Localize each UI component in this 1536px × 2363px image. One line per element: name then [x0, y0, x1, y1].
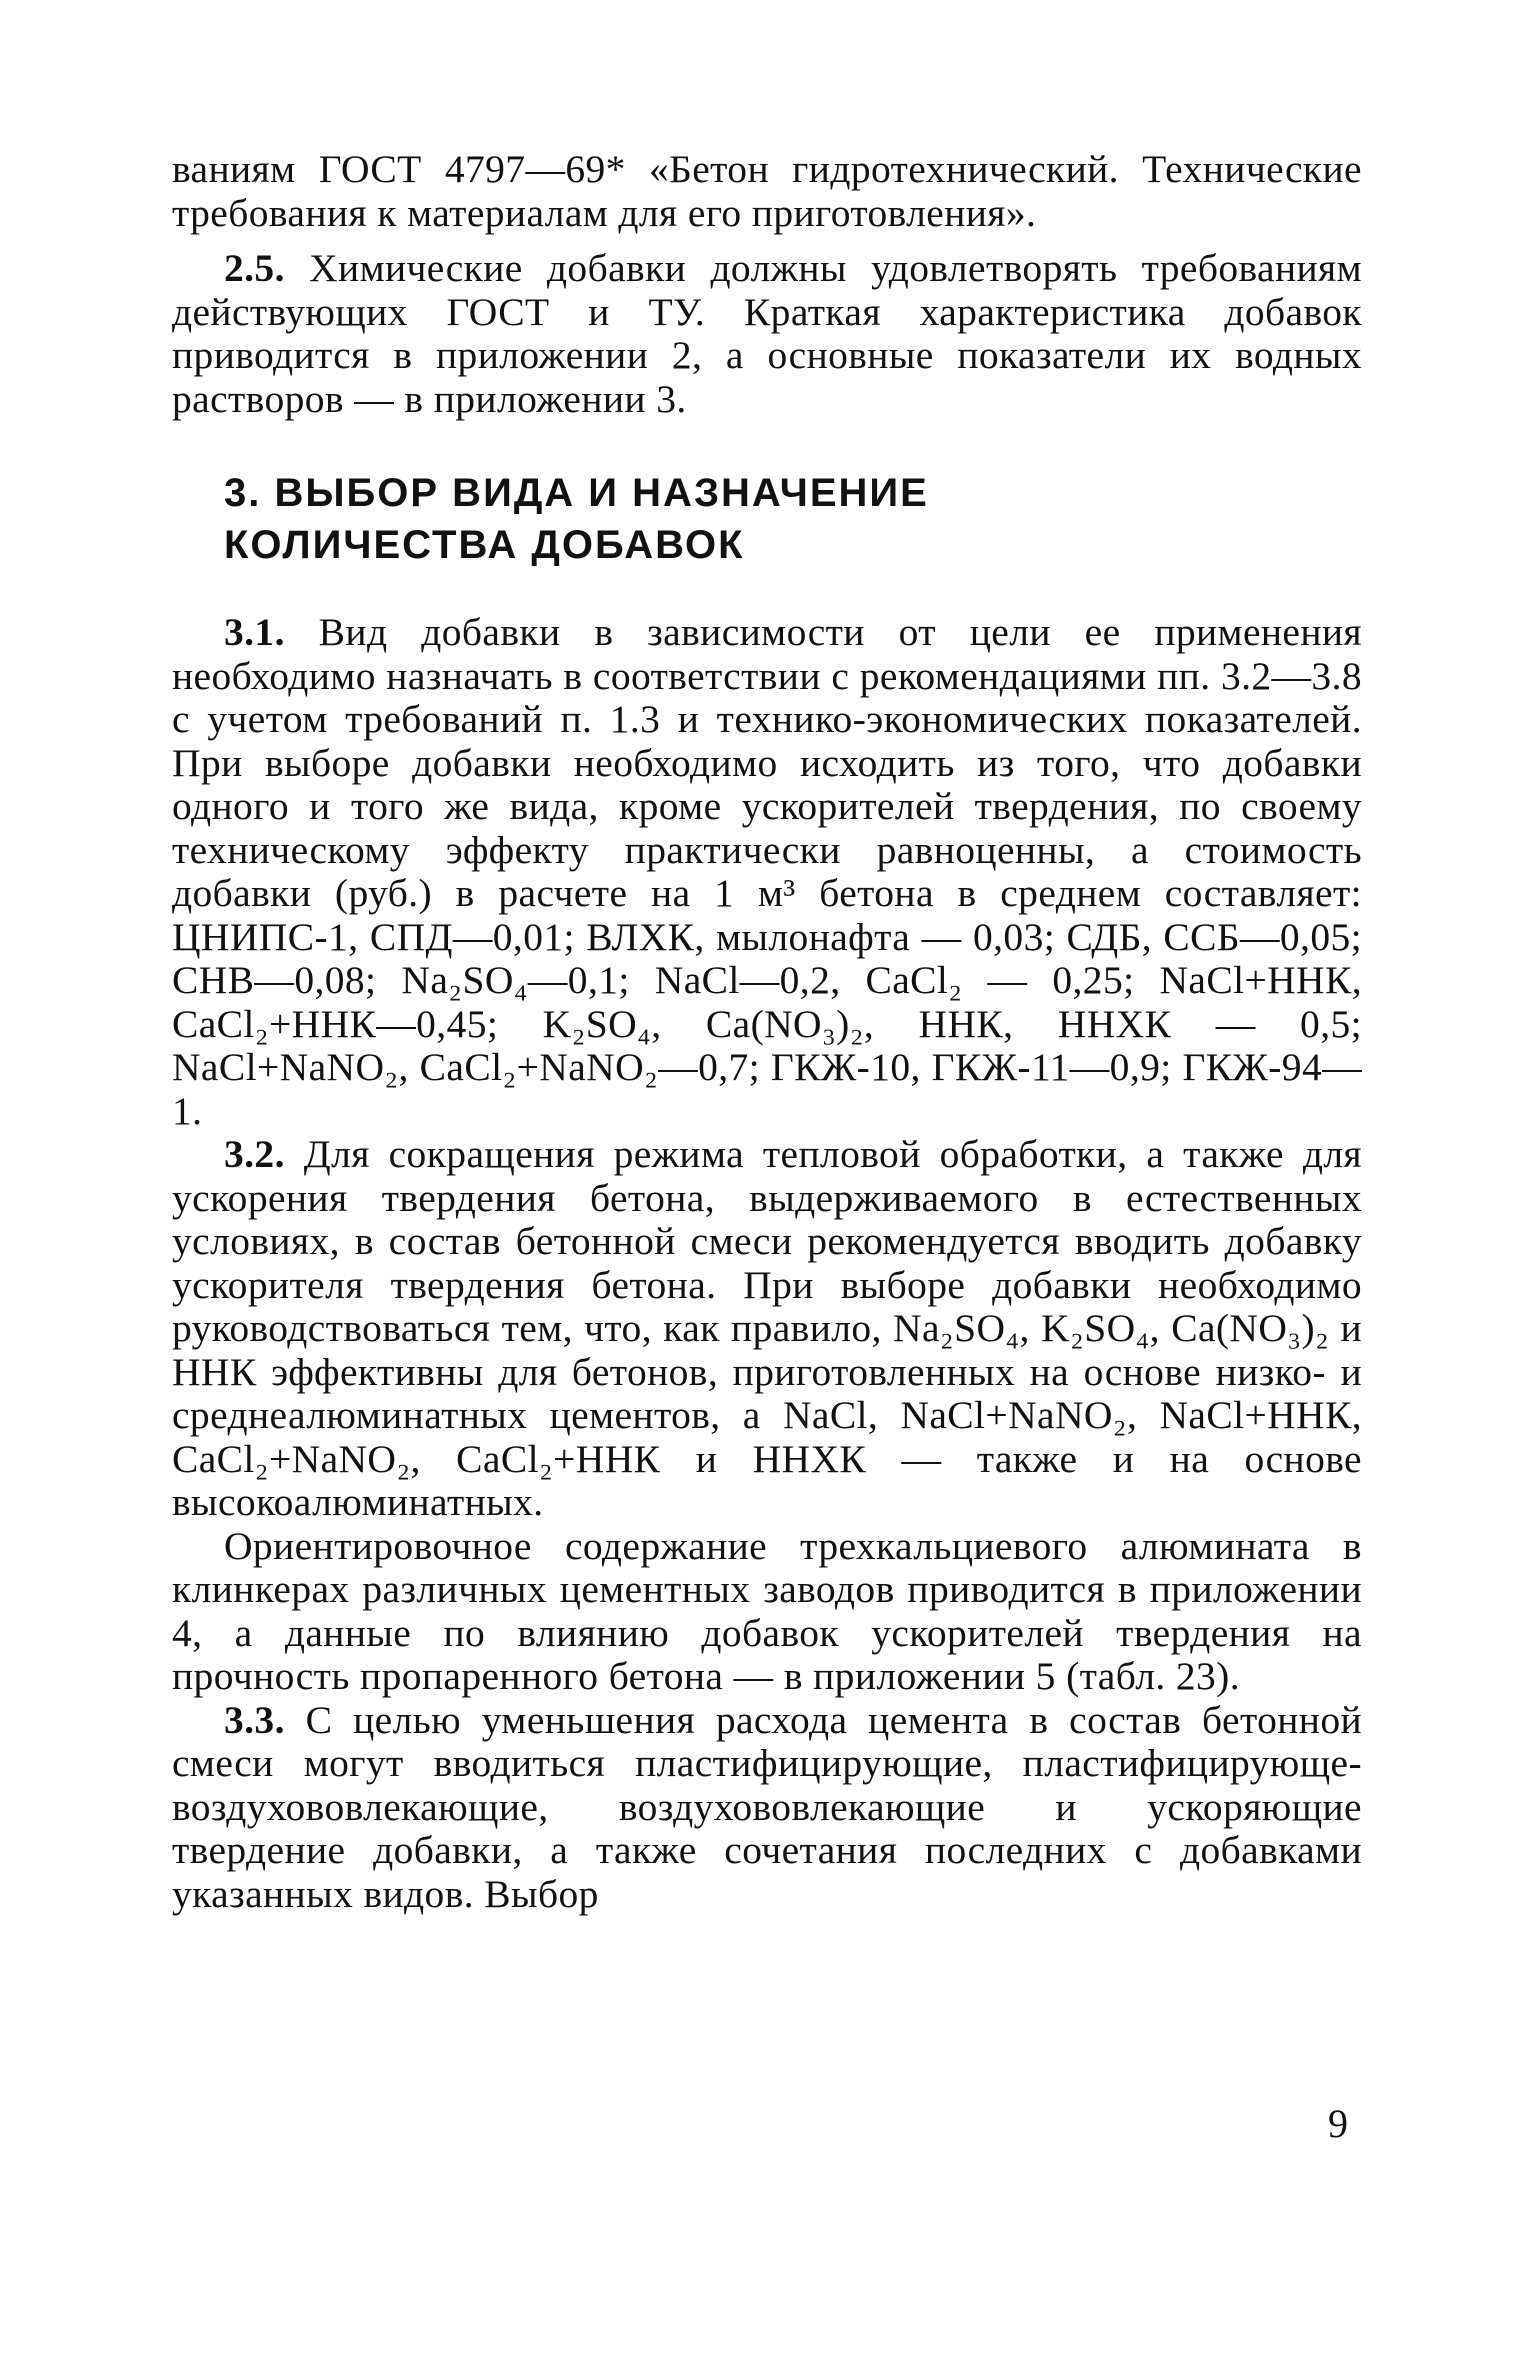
clause-text: С целью уменьшения расхода цемента в состав бетонной смеси могут вводиться пластифицирующие, пластифицирующе-воздухововлекающие, воздухововлекающие и ускоряющие твердение добавки, а также сочетания последних с добавками указанных видов. Выбор	[172, 1697, 1363, 1916]
paragraph-orientation: Ориентировочное содержание трехкальциевого алюмината в клинкерах различных цементных заводов приводится в приложении 4, а данные по влиянию добавок ускорителей твердения на прочность пропаренного бетона — в приложении 5 (табл. 23).	[172, 1523, 1362, 1698]
paragraph-3-3	[172, 1699, 1362, 1917]
clause-number: 3.1.	[224, 610, 285, 654]
clause-number: 2.5.	[224, 246, 285, 290]
section-heading	[224, 467, 1362, 571]
clause-text: Для сокращения режима тепловой обработки, а также для ускорения твердения бетона, выдерживаемого в естественных условиях, в состав бетонной смеси рекомендуется вводить добавку ускорителя твердения бетона. При выборе добавки необходимо руководствоваться тем, что, как правило, Na₂SO₄, K₂SO₄, Ca(NO₃)₂ и ННК эффективны для бетонов, приготовленных на основе низко- и среднеалюминатных цементов, а NaCl, NaCl+NaNO₂, NaCl+ННК, CaCl₂+NaNO₂, CaCl₂+ННК и ННХК — также и на основе высокоалюминатных.	[172, 1132, 1362, 1524]
clause-text: Химические добавки должны удовлетворять требованиям действующих ГОСТ и ТУ. Краткая характеристика добавок приводится в приложении 2, а основные показатели их водных растворов — в приложении 3.	[172, 246, 1362, 421]
page-number: 9	[1328, 2101, 1348, 2146]
paragraph-continuation: ваниям ГОСТ 4797—69* «Бетон гидротехнический. Технические требования к материалам для его приготовления».	[172, 147, 1362, 235]
clause-text: Вид добавки в зависимости от цели ее применения необходимо назначать в соответствии с рекомендациями пп. 3.2—3.8 с учетом требований п. 1.3 и технико-экономических показателей. При выборе добавки необходимо исходить из того, что добавки одного и того же вида, кроме ускорителей твердения, по своему техническому эффекту практически равноценны, а стоимость добавки (руб.) в расчете на 1 м³ бетона в среднем составляет: ЦНИПС-1, СПД—0,01; ВЛХК, мылонафта — 0,03; СДБ, ССБ—0,05; СНВ—0,08; Na₂SO₄—0,1; NaCl—0,2, CaCl₂ — 0,25; NaCl+ННК, CaCl₂+ННК—0,45; K₂SO₄, Ca(NO₃)₂, ННК, ННХК — 0,5; NaCl+NaNO₂, CaCl₂+NaNO₂—0,7; ГКЖ-10, ГКЖ-11—0,9; ГКЖ-94—1.	[172, 610, 1362, 1133]
paragraph-2-5	[172, 247, 1362, 421]
clause-number: 3.3.	[224, 1697, 285, 1742]
section-heading-line-1: 3. ВЫБОР ВИДА И НАЗНАЧЕНИЕ	[224, 471, 929, 515]
paragraph-3-1	[172, 611, 1362, 1133]
page-body	[172, 148, 1362, 1916]
section-heading-line-2: КОЛИЧЕСТВА ДОБАВОК	[224, 523, 745, 567]
paragraph-3-2	[172, 1133, 1362, 1525]
clause-number: 3.2.	[224, 1132, 285, 1176]
